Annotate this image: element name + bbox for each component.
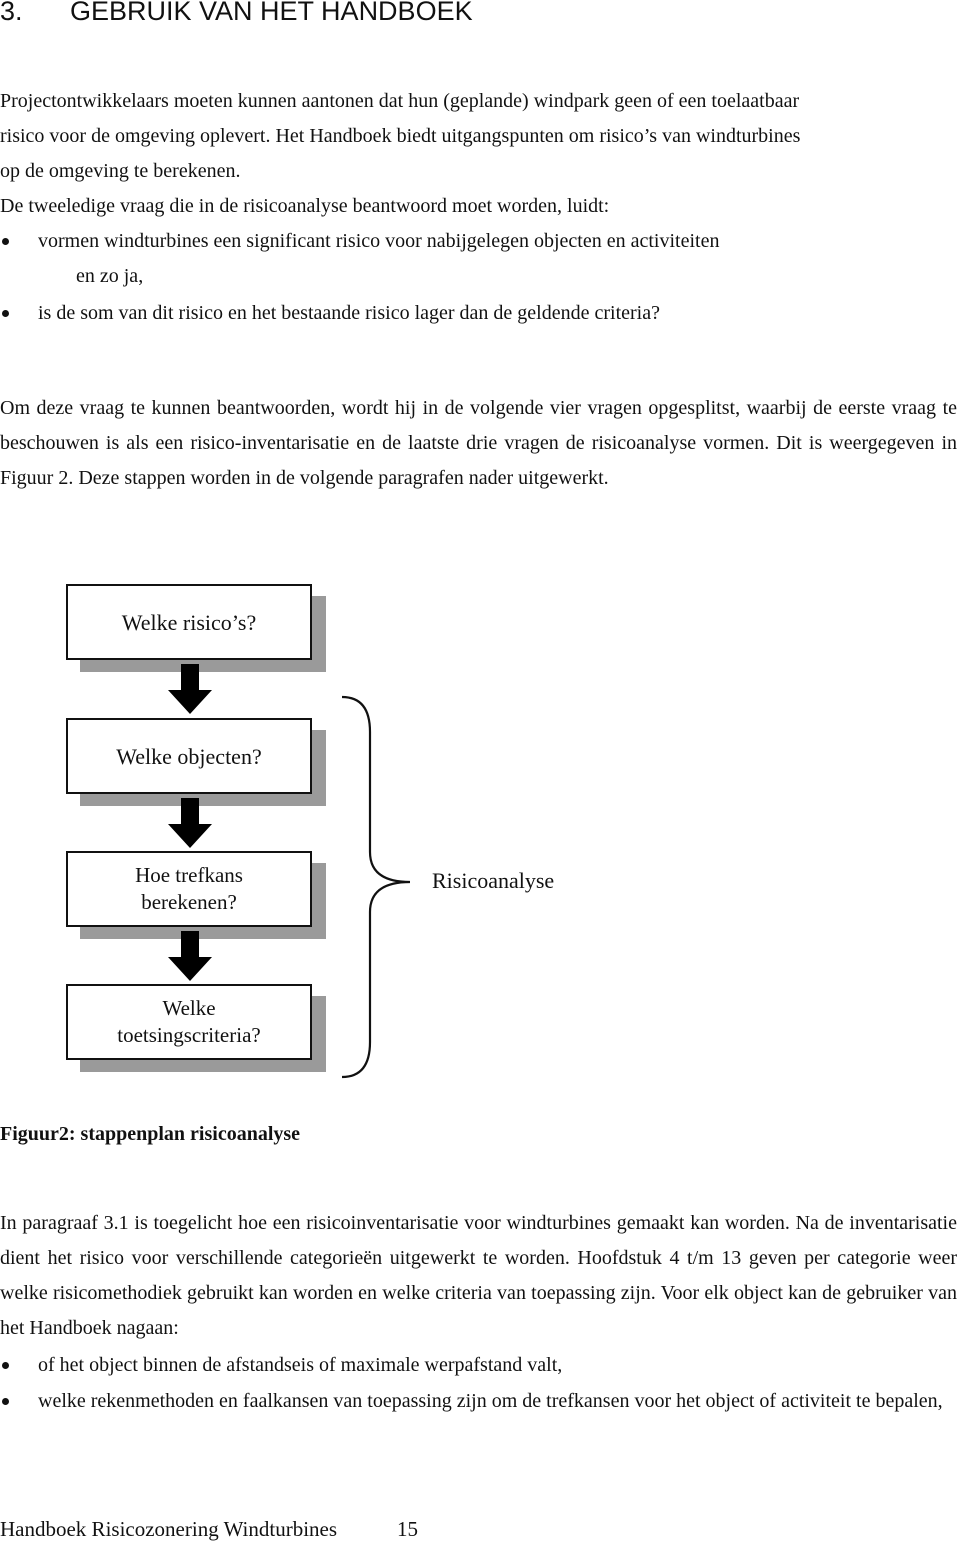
page-footer — [0, 1517, 418, 1542]
bullet-icon — [2, 1398, 9, 1405]
step-label: Welke toetsingscriteria? — [117, 996, 261, 1047]
arrow-down-icon — [166, 931, 214, 983]
section-title: GEBRUIK VAN HET HANDBOEK — [70, 0, 473, 26]
section-number: 3. — [0, 0, 23, 26]
curly-brace-icon — [330, 692, 440, 1082]
step-label: Welke risico’s? — [121, 609, 257, 635]
step-box — [66, 718, 312, 794]
step-box — [66, 851, 312, 927]
page-number: 15 — [397, 1517, 419, 1541]
bullet-text: is de som van dit risico en het bestaande risico lager dan de geldende criteria? — [38, 302, 660, 324]
bullet-item — [0, 1384, 957, 1454]
bullet-item — [0, 224, 957, 294]
bullet-text: vormen windturbines een significant risico voor nabijgelegen objecten en activiteiten — [38, 230, 720, 252]
bullet-icon — [2, 238, 9, 245]
bullet-text: of het object binnen de afstandseis of maximale werpafstand valt, — [38, 1354, 563, 1376]
arrow-down-icon — [166, 664, 214, 716]
footer-title: Handboek Risicozonering Windturbines — [0, 1517, 338, 1541]
intro-line: op de omgeving te berekenen. — [0, 160, 241, 182]
bullet-icon — [2, 310, 9, 317]
figure-caption: Figuur2: stappenplan risicoanalyse — [0, 1123, 301, 1145]
bullet-icon — [2, 1362, 9, 1369]
bullet-item — [0, 296, 957, 331]
bullet-continuation: en zo ja, — [76, 265, 144, 287]
section-heading — [0, 0, 473, 27]
intro-line: Projectontwikkelaars moeten kunnen aantonen dat hun (geplande) windpark geen of een toelaatbaar — [0, 90, 800, 112]
body-paragraph: Om deze vraag te kunnen beantwoorden, wordt hij in de volgende vier vragen opgesplitst, waarbij de eerste vraag te beschouwen is als een risico-inventarisatie en de laatste drie vragen de risicoanalyse vormen. Dit is weergegeven in Figuur 2. Deze stappen worden in de volgende paragrafen nader uitgewerkt. — [0, 397, 957, 489]
intro-line: De tweeledige vraag die in de risicoanalyse beantwoord moet worden, luidt: — [0, 195, 610, 217]
bullet-text: welke rekenmethoden en faalkansen van toepassing zijn om de trefkansen voor het object of activiteit te bepalen, — [38, 1390, 943, 1412]
step-label: Welke objecten? — [116, 743, 262, 769]
flow-diagram — [0, 580, 960, 1100]
bullet-item — [0, 1348, 957, 1383]
step-label: Hoe trefkans berekenen? — [135, 863, 243, 914]
body-paragraph: In paragraaf 3.1 is toegelicht hoe een risicoinventarisatie voor windturbines gemaakt kan worden. Na de inventarisatie dient het risico voor verschillende categorieën uitgewerkt te worden. Hoofdstuk 4 t/m 13 geven per categorie weer welke risicomethodiek gebruikt kan worden en welke criteria van toepassing zijn. Voor elk object kan de gebruiker van het Handboek nagaan: — [0, 1212, 957, 1339]
brace-label: Risicoanalyse — [432, 868, 555, 893]
intro-paragraph — [0, 84, 957, 224]
intro-line: risico voor de omgeving oplevert. Het Handboek biedt uitgangspunten om risico’s van windturbines — [0, 125, 801, 147]
arrow-down-icon — [166, 798, 214, 850]
step-box — [66, 584, 312, 660]
step-box — [66, 984, 312, 1060]
